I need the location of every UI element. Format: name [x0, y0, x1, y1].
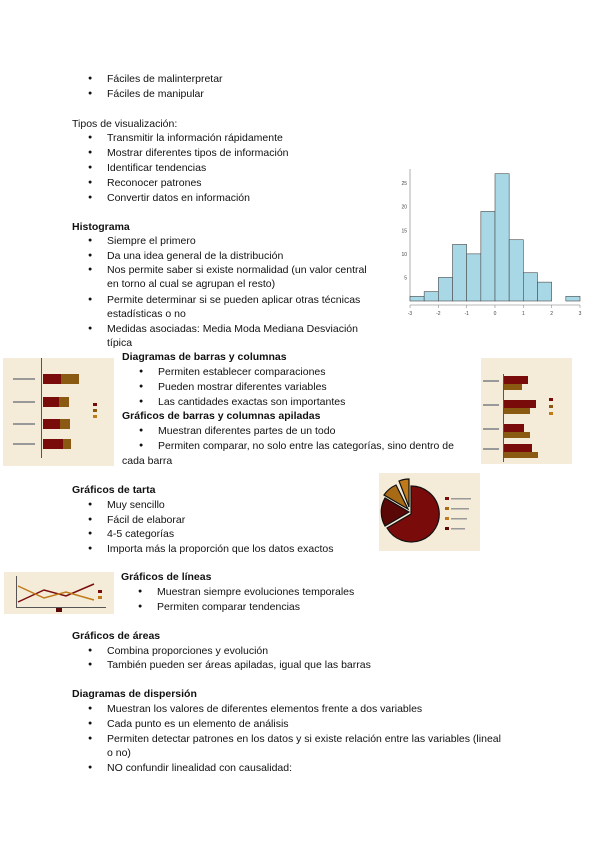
- histograma-title: Histograma: [72, 221, 130, 233]
- histograma-bullet: ● Nos permite saber si existe normalidad (un valor central: [107, 263, 367, 277]
- lineas-bullet: ● Muestran siempre evoluciones temporales: [157, 585, 354, 599]
- hist-y-tick-label: 15: [401, 228, 407, 235]
- hist-bar: [538, 282, 552, 301]
- apiladas-bullet-cont: cada barra: [122, 455, 173, 467]
- hist-bar: [467, 254, 481, 301]
- intro-bullet-2: ● Fáciles de manipular: [107, 87, 204, 101]
- bar-chart-thumbnail: [3, 358, 114, 466]
- hist-y-tick-label: 25: [401, 181, 407, 188]
- tipos-bullet: ● Mostrar diferentes tipos de información: [107, 146, 289, 160]
- hist-bar: [438, 277, 452, 301]
- histogram-chart: [400, 165, 588, 317]
- hist-y-tick-label: 10: [401, 251, 407, 258]
- hist-x-tick-label: -1: [464, 311, 469, 317]
- tarta-bullet: ● 4-5 categorías: [107, 527, 174, 541]
- barras-bullet: ● Pueden mostrar diferentes variables: [158, 380, 327, 394]
- hist-bar: [453, 244, 467, 301]
- barras-bullet: ● Las cantidades exactas son importantes: [158, 395, 345, 409]
- dispersion-bullet: ● Permiten detectar patrones en los datos y si existe relación entre las variables (lineal: [107, 732, 501, 746]
- hist-x-tick-label: 1: [521, 311, 525, 317]
- areas-title: Gráficos de áreas: [72, 630, 161, 642]
- barras-bullet: ● Permiten establecer comparaciones: [158, 365, 326, 379]
- hist-x-tick-label: -2: [436, 311, 441, 317]
- tarta-title: Gráficos de tarta: [72, 484, 156, 496]
- tipos-bullet: ● Identificar tendencias: [107, 161, 206, 175]
- hist-bar: [481, 211, 495, 301]
- tarta-bullet: ● Muy sencillo: [107, 498, 165, 512]
- apiladas-title: Gráficos de barras y columnas apiladas: [122, 410, 321, 422]
- tipos-title: Tipos de visualización:: [72, 118, 178, 130]
- barras-title: Diagramas de barras y columnas: [122, 351, 287, 363]
- areas-bullet: ● Combina proporciones y evolución: [107, 644, 268, 658]
- stacked-bar-thumbnail: [481, 358, 572, 464]
- hist-bar: [566, 296, 580, 301]
- histograma-bullet-cont: típica: [107, 337, 133, 349]
- hist-y-tick-label: 20: [401, 204, 407, 211]
- hist-x-tick-label: 3: [578, 311, 582, 317]
- histograma-bullet: ● Permite determinar si se pueden aplicar otras técnicas: [107, 293, 360, 307]
- tipos-bullet: ● Convertir datos en información: [107, 191, 250, 205]
- histograma-bullet: ● Siempre el primero: [107, 234, 196, 248]
- hist-x-tick-label: -3: [407, 311, 413, 317]
- tipos-bullet: ● Transmitir la información rápidamente: [107, 131, 283, 145]
- intro-bullet-1: ● Fáciles de malinterpretar: [107, 72, 223, 86]
- hist-bar: [495, 174, 509, 301]
- dispersion-bullet: ● NO confundir linealidad con causalidad:: [107, 761, 292, 775]
- areas-bullet: ● También pueden ser áreas apiladas, igual que las barras: [107, 658, 371, 672]
- apiladas-bullet: ● Permiten comparar, no solo entre las categorías, sino dentro de: [158, 439, 454, 453]
- hist-bar: [509, 240, 523, 301]
- histograma-bullet: ● Da una idea general de la distribución: [107, 249, 283, 263]
- tipos-bullet: ● Reconocer patrones: [107, 176, 202, 190]
- hist-bar: [523, 273, 537, 301]
- histograma-bullet-cont: estadísticas o no: [107, 308, 186, 320]
- hist-x-tick-label: 0: [493, 311, 497, 317]
- pie-chart-thumbnail: [379, 473, 480, 551]
- dispersion-bullet: ● Muestran los valores de diferentes elementos frente a dos variables: [107, 702, 422, 716]
- lineas-bullet: ● Permiten comparar tendencias: [157, 600, 300, 614]
- hist-y-tick-label: 5: [404, 275, 407, 282]
- hist-bar: [410, 296, 424, 301]
- dispersion-bullet-cont: o no): [107, 747, 131, 759]
- hist-bar: [424, 292, 438, 301]
- hist-x-tick-label: 2: [550, 311, 554, 317]
- line-chart-thumbnail: [4, 572, 114, 614]
- tarta-bullet: ● Importa más la proporción que los datos exactos: [107, 542, 333, 556]
- apiladas-bullet: ● Muestran diferentes partes de un todo: [158, 424, 335, 438]
- lineas-title: Gráficos de líneas: [121, 571, 212, 583]
- dispersion-bullet: ● Cada punto es un elemento de análisis: [107, 717, 289, 731]
- dispersion-title: Diagramas de dispersión: [72, 688, 197, 700]
- histograma-bullet: ● Medidas asociadas: Media Moda Mediana Desviación: [107, 322, 358, 336]
- histograma-bullet-cont: en torno al cual se agrupan el resto): [107, 278, 276, 290]
- tarta-bullet: ● Fácil de elaborar: [107, 513, 185, 527]
